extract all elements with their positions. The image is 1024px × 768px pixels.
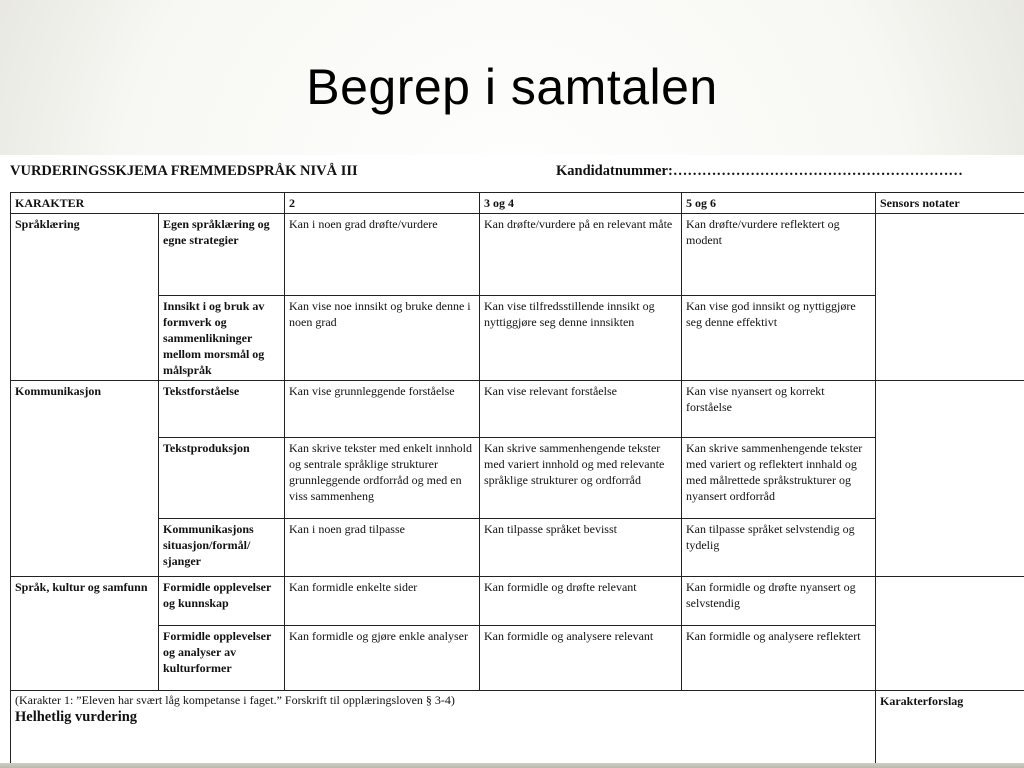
overall-assessment-cell[interactable] [11, 691, 876, 764]
grade-3-4-cell: Kan skrive sammenhengende tekster med variert innhold og med relevante språklige strukturer og ordforråd [480, 438, 682, 519]
grade-2-cell: Kan vise grunnleggende forståelse [285, 381, 480, 438]
grade-2-cell: Kan formidle og gjøre enkle analyser [285, 626, 480, 691]
subcategory-cell: Egen språklæring og egne strategier [159, 214, 285, 296]
table-row [11, 626, 1024, 691]
assessment-form [0, 155, 1024, 763]
grade-5-6-cell: Kan formidle og analysere reflektert [682, 626, 876, 691]
candidate-number-label: Kandidatnummer:…………………………………………………… [556, 163, 963, 179]
grade-3-4-cell: Kan tilpasse språket bevisst [480, 519, 682, 577]
grade-3-4-cell: Kan formidle og analysere relevant [480, 626, 682, 691]
grade-proposal-label: Karakterforslag [880, 694, 964, 708]
column-header-karakter: KARAKTER [11, 193, 285, 214]
table-row [11, 577, 1024, 626]
table-row [11, 381, 1024, 438]
category-sprakl-ring: Språklæring [11, 214, 159, 381]
sensor-notes-cell[interactable] [876, 381, 1024, 577]
slide-bottom-band [0, 763, 1024, 768]
grade-5-6-cell: Kan formidle og drøfte nyansert og selvstendig [682, 577, 876, 626]
table-row [11, 296, 1024, 381]
category-sprak-kultur-og-samfunn: Språk, kultur og samfunn [11, 577, 159, 691]
table-row [11, 438, 1024, 519]
subcategory-cell: Innsikt i og bruk av formverk og sammenlikninger mellom morsmål og målspråk [159, 296, 285, 381]
grade-5-6-cell: Kan tilpasse språket selvstendig og tydelig [682, 519, 876, 577]
category-kommunikasjon: Kommunikasjon [11, 381, 159, 577]
form-header: VURDERINGSSKJEMA FREMMEDSPRÅK NIVÅ III [10, 163, 358, 179]
table-row [11, 214, 1024, 296]
grade-5-6-cell: Kan vise nyansert og korrekt forståelse [682, 381, 876, 438]
grade-3-4-cell: Kan vise tilfredsstillende innsikt og nyttiggjøre seg denne innsikten [480, 296, 682, 381]
sensor-notes-cell[interactable] [876, 577, 1024, 691]
subcategory-cell: Tekstforståelse [159, 381, 285, 438]
grade-3-4-cell: Kan formidle og drøfte relevant [480, 577, 682, 626]
footer-row [11, 691, 1024, 764]
slide-title: Begrep i samtalen [306, 59, 718, 115]
column-header-sensors-notater: Sensors notater [876, 193, 1024, 214]
grade-1-note: (Karakter 1: ”Eleven har svært låg kompetanse i faget.” Forskrift til opplæringsloven § 3-4) [15, 693, 455, 707]
subcategory-cell: Formidle opplevelser og analyser av kulturformer [159, 626, 285, 691]
grade-5-6-cell: Kan skrive sammenhengende tekster med variert og reflektert innhald og med målrettede språkstrukturer og nyansert ordforråd [682, 438, 876, 519]
column-header-3-og-4: 3 og 4 [480, 193, 682, 214]
subcategory-cell: Kommunikasjons situasjon/formål/ sjanger [159, 519, 285, 577]
overall-assessment-title: Helhetlig vurdering [15, 709, 138, 725]
subcategory-cell: Formidle opplevelser og kunnskap [159, 577, 285, 626]
grade-2-cell: Kan formidle enkelte sider [285, 577, 480, 626]
grade-5-6-cell: Kan drøfte/vurdere reflektert og modent [682, 214, 876, 296]
grade-proposal-cell[interactable] [876, 691, 1024, 764]
grade-2-cell: Kan vise noe innsikt og bruke denne i noen grad [285, 296, 480, 381]
grade-2-cell: Kan i noen grad tilpasse [285, 519, 480, 577]
grade-2-cell: Kan i noen grad drøfte/vurdere [285, 214, 480, 296]
column-header-5-og-6: 5 og 6 [682, 193, 876, 214]
assessment-table [10, 192, 1024, 763]
grade-2-cell: Kan skrive tekster med enkelt innhold og sentrale språklige strukturer grunnleggende ordforråd og med en viss sammenheng [285, 438, 480, 519]
sensor-notes-cell[interactable] [876, 214, 1024, 381]
table-row [11, 519, 1024, 577]
grade-3-4-cell: Kan vise relevant forståelse [480, 381, 682, 438]
subcategory-cell: Tekstproduksjon [159, 438, 285, 519]
grade-3-4-cell: Kan drøfte/vurdere på en relevant måte [480, 214, 682, 296]
grade-5-6-cell: Kan vise god innsikt og nyttiggjøre seg denne effektivt [682, 296, 876, 381]
table-header-row [11, 193, 1024, 214]
column-header-2: 2 [285, 193, 480, 214]
